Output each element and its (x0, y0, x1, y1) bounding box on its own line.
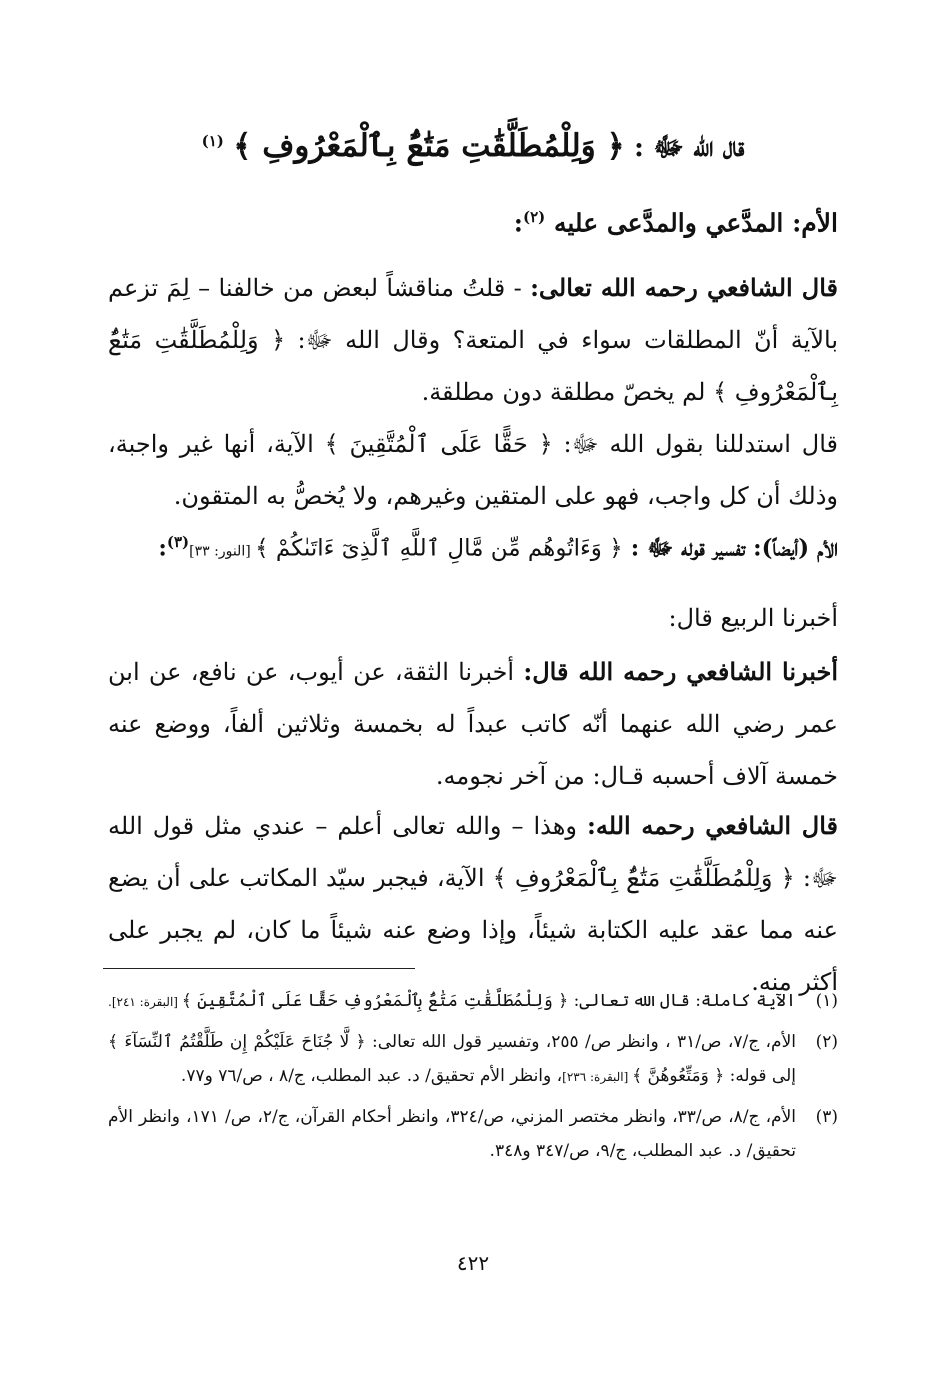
section-title-2-colon: : (158, 534, 167, 562)
section-title-2-footnote-ref[interactable]: (٣) (166, 533, 190, 551)
section-title-2-quran: ﴿ وَءَاتُوهُم مِّن مَّالِ ٱللَّهِ ٱلَّذِىٓ ءَاتَىٰكُمْ ﴾ (255, 535, 623, 562)
footnote-2-number: (٢) (815, 1032, 838, 1052)
footnote-1-text (108, 984, 796, 1019)
heading-prefix: قال الله ﷻ : (624, 132, 745, 163)
footnote-1-number: (١) (815, 991, 838, 1011)
page-number: ٤٢٢ (456, 1251, 490, 1275)
section-title-1-colon: : (513, 208, 523, 238)
footnotes (108, 984, 838, 1174)
section-title-1-text: الأم: المدَّعي والمدَّعى عليه (545, 208, 838, 238)
paragraph-5 (108, 800, 838, 1008)
footnote-1-ref: [البقرة: ٢٤١]. (108, 995, 182, 1009)
footnote-divider (103, 968, 415, 969)
footnote-2 (108, 1025, 838, 1094)
footnote-2-body: الأم، ج/٧، ص/٣١ ، وانظر ص/ ٢٥٥، وتفسير قول الله تعالى: ﴿ لَّا جُنَاحَ عَلَيْكُمْ إِن طَلَّقْتُمُ ٱلنِّسَآءَ ﴾ إلى قوله: ﴿ وَمَتِّعُوهُنَّ ﴾ (108, 1032, 796, 1086)
paragraph-1-text: - قلتُ مناقشاً لبعض من خالفنا – لِمَ تزعم بالآية أنّ المطلقات سواء في المتعة؟ وقال الله ﷻ: ﴿ وَلِلْمُطَلَّقَٰتِ مَتَٰعٌۢ بِٱلْمَعْرُوفِ ﴾ لم يخصّ مطلقة دون مطلقة. (108, 274, 838, 406)
paragraph-1 (108, 262, 838, 418)
footnote-1 (108, 984, 838, 1019)
paragraph-3-text: أخبرنا الربيع قال: (668, 604, 838, 632)
heading-quran-verse: ﴿ وَلِلْمُطَلَّقَٰتِ مَتَٰعٌۢ بِٱلْمَعْرُوفِ ﴾ (233, 128, 625, 164)
section-title-1 (108, 208, 838, 237)
paragraph-4-text: أخبرنا الثقة، عن أيوب، عن نافع، عن ابن عمر رضي الله عنهما أنّه كاتب عبداً له بخمسة وثلاثين ألفاً، ووضع عنه خمسة آلاف أحسبه قـال: من آخر نجومه. (108, 658, 838, 790)
section-title-2-ref: [النور: ٣٣] (189, 543, 256, 560)
page-heading (110, 128, 836, 170)
footnote-2-text (108, 1025, 796, 1094)
paragraph-4 (108, 646, 838, 802)
paragraph-1-lead: قال الشافعي رحمه الله تعالى: (530, 273, 839, 302)
footnote-3-number: (٣) (815, 1107, 838, 1127)
section-title-1-footnote-ref[interactable]: (٢) (522, 208, 546, 226)
section-title-2-text: الأم (أيضاً): تفسير قوله ﷻ : (622, 534, 838, 562)
paragraph-5-text: وهذا – والله تعالى أعلم – عندي مثل قول الله ﷻ: ﴿ وَلِلْمُطَلَّقَٰتِ مَتَٰعٌۢ بِٱلْمَعْرُوفِ ﴾ الآية، فيجبر سيّد المكاتب على أن يضع عنه مما عقد عليه الكتابة شيئاً، وإذا وضع عنه شيئاً ما كان، لم يجبر على أكثر منه. (108, 812, 838, 996)
section-title-2 (108, 533, 838, 568)
footnote-3 (108, 1100, 838, 1168)
heading-footnote-ref[interactable]: (١) (201, 132, 224, 150)
paragraph-3 (108, 592, 838, 644)
paragraph-4-lead: أخبرنا الشافعي رحمه الله قال: (523, 657, 838, 686)
paragraph-5-lead: قال الشافعي رحمه الله: (587, 811, 838, 840)
footnote-2-ref: [البقرة: ٢٣٦] (562, 1070, 633, 1084)
footnote-3-text: الأم، ج/٨، ص/٣٣، وانظر مختصر المزني، ص/٣٢٤، وانظر أحكام القرآن، ج/٢، ص/ ١٧١، وانظر الأم تحقيق/ د. عبد المطلب، ج/٩، ص/٣٤٧ و٣٤٨. (108, 1107, 797, 1161)
footnote-1-body: الآية كاملة: قال الله تعالى: ﴿ وَلِلْمُطَلَّقَٰتِ مَتَٰعٌۢ بِٱلْمَعْرُوفِ حَقًّا عَلَى ٱلْمُتَّقِينَ ﴾ (181, 991, 796, 1011)
paragraph-2-text: قال استدللنا بقول الله ﷻ: ﴿ حَقًّا عَلَى ٱلْمُتَّقِينَ ﴾ الآية، أنها غير واجبة، وذلك أن كل واجب، فهو على المتقين وغيرهم، ولا يُخصُّ به المتقون. (108, 430, 838, 510)
paragraph-2 (108, 418, 838, 522)
footnote-2-body-after: ، وانظر الأم تحقيق/ د. عبد المطلب، ج/٨ ، ص/٧٦ و٧٧. (180, 1066, 563, 1086)
